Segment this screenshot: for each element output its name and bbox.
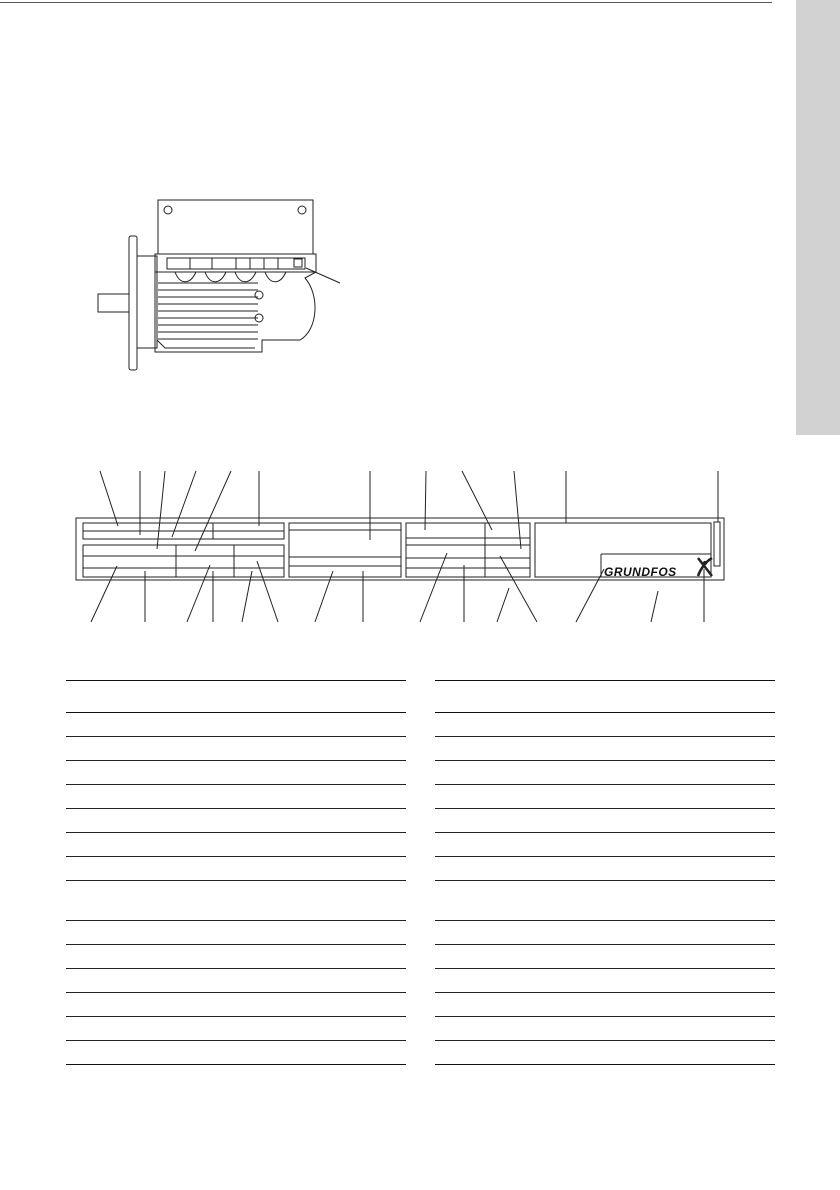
table-row: [66, 993, 406, 1017]
table-row: [66, 969, 406, 993]
table-row: [66, 809, 406, 833]
table-row: [66, 1041, 406, 1065]
table-row: [66, 737, 406, 761]
table-row: [435, 1017, 775, 1041]
callout-leaders-bottom: [91, 553, 704, 622]
table-row: [435, 881, 775, 921]
motor-illustration: [98, 200, 340, 370]
table-header-row: [66, 681, 406, 713]
table-row: [66, 833, 406, 857]
table-row: [66, 945, 406, 969]
table-row: [435, 857, 775, 881]
table-row: [435, 737, 775, 761]
table-row: [435, 1041, 775, 1065]
table-row: [435, 993, 775, 1017]
table-row: [66, 785, 406, 809]
table-row: [435, 809, 775, 833]
table-row: [66, 1017, 406, 1041]
table-row: [66, 921, 406, 945]
table-row: [435, 761, 775, 785]
table-row: [66, 761, 406, 785]
table-row: [435, 921, 775, 945]
table-row: [435, 969, 775, 993]
table-row: [435, 833, 775, 857]
table-row: [435, 785, 775, 809]
table-row: [66, 881, 406, 921]
right-legend-table: [435, 680, 775, 1065]
table-row: [66, 713, 406, 737]
left-legend-table: [66, 680, 406, 1065]
table-row: [435, 945, 775, 969]
table-row: [435, 713, 775, 737]
table-header-row: [435, 681, 775, 713]
grundfos-logo-text: GRUNDFOS: [604, 565, 677, 579]
table-row: [66, 857, 406, 881]
